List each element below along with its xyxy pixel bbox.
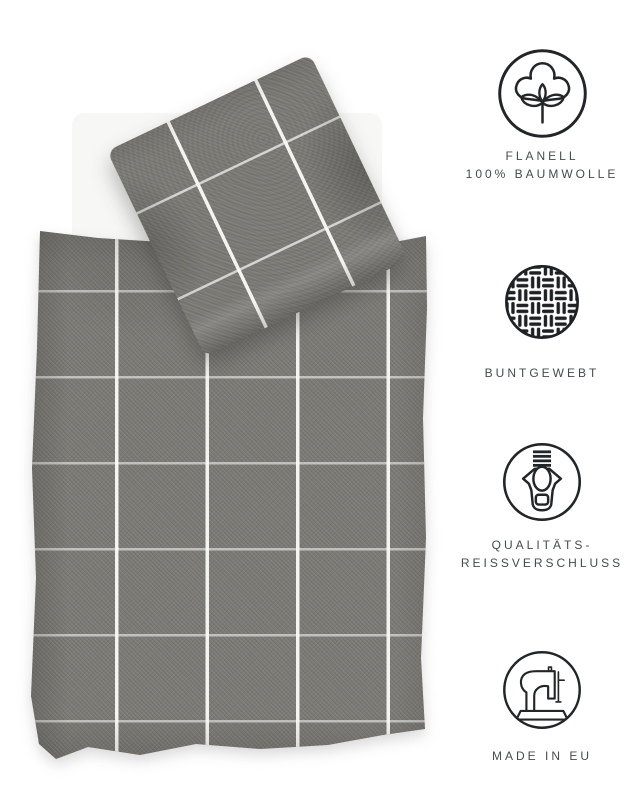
caption-line: FLANELL [505, 149, 579, 163]
zipper-icon [501, 441, 583, 523]
caption-line: QUALITÄTS- [491, 538, 593, 552]
feature-flanell [442, 47, 627, 183]
sewing-machine-icon [501, 649, 583, 731]
caption-line: MADE IN EU [491, 749, 592, 763]
caption-line: BUNTGEWEBT [484, 366, 600, 380]
feature-caption [485, 364, 600, 382]
feature-buntgewebt [442, 262, 627, 382]
cotton-flower-icon [496, 47, 589, 140]
fabric-weave-icon [502, 262, 582, 342]
feature-made-in-eu [442, 649, 627, 765]
feature-caption [461, 536, 623, 572]
feature-caption [466, 147, 619, 183]
feature-caption [492, 747, 592, 765]
caption-line: 100% BAUMWOLLE [465, 167, 619, 181]
caption-line: REISSVERSCHLUSS [460, 556, 624, 570]
feature-reissverschluss [442, 441, 627, 572]
